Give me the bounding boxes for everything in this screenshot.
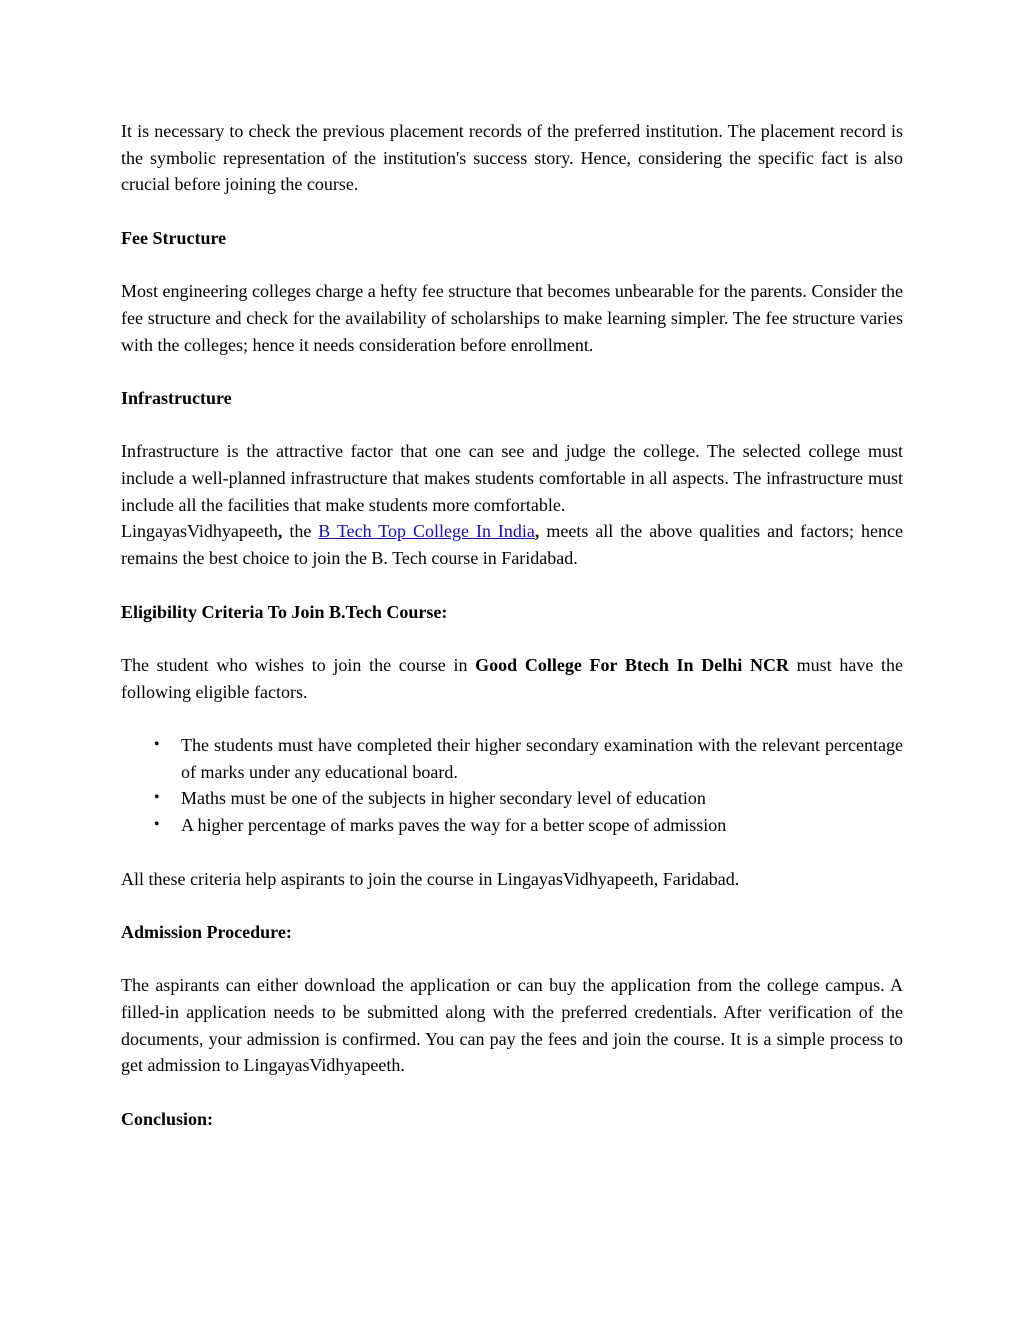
fee-structure-heading: Fee Structure bbox=[121, 227, 227, 248]
spacer bbox=[121, 839, 903, 866]
list-item-text: A higher percentage of marks paves the way for a better scope of admission bbox=[181, 815, 727, 836]
list-item bbox=[154, 812, 903, 839]
eligibility-paragraph bbox=[121, 652, 903, 705]
admission-paragraph: The aspirants can either download the application or can buy the application from the college campus. A filled-in application needs to be submitted along with the preferred credentials. After verification of the documents, your admission is confirmed. You can pay the fees and join the course. It is a simple process to get admission to LingayasVidhyapeeth. bbox=[121, 975, 903, 1076]
eligibility-text-before: The student who wishes to join the course in bbox=[121, 654, 476, 675]
eligibility-text-after: must have the following eligible factors. bbox=[121, 654, 903, 702]
infrastructure-college-paragraph bbox=[121, 518, 903, 571]
spacer bbox=[121, 705, 903, 732]
eligibility-college-bold: Good College For Btech In Delhi NCR bbox=[475, 654, 789, 675]
spacer bbox=[121, 358, 903, 385]
eligibility-heading: Eligibility Criteria To Join B.Tech Course: bbox=[121, 601, 448, 622]
spacer bbox=[121, 625, 903, 652]
infrastructure-paragraph: Infrastructure is the attractive factor that one can see and judge the college. The selected college must include a well-planned infrastructure that makes students comfortable in all aspects. The infrastructure must include all the facilities that make students more comfortable. bbox=[121, 441, 903, 515]
spacer bbox=[121, 1079, 903, 1106]
list-item bbox=[154, 785, 903, 812]
infrastructure-closing-text: meets all the above qualities and factors; hence remains the best choice to join the B. Tech course in Faridabad. bbox=[121, 521, 903, 569]
conclusion-heading: Conclusion: bbox=[121, 1108, 214, 1129]
b-tech-top-college-link[interactable]: B Tech Top College In India bbox=[318, 521, 535, 542]
bullet-icon: • bbox=[154, 789, 160, 807]
fee-structure-paragraph: Most engineering colleges charge a hefty fee structure that becomes unbearable for the parents. Consider the fee structure and check for the availability of scholarships to make learning simpler. The fee structure varies with the colleges; hence it needs consideration before enrollment. bbox=[121, 281, 903, 355]
link-comma: , bbox=[534, 521, 540, 542]
spacer bbox=[121, 252, 903, 279]
spacer bbox=[121, 946, 903, 973]
bullet-icon: • bbox=[154, 816, 160, 834]
infrastructure-heading: Infrastructure bbox=[121, 387, 232, 408]
list-item-text: The students must have completed their higher secondary examination with the relevant percentage of marks under any educational board. bbox=[181, 735, 903, 782]
admission-heading: Admission Procedure: bbox=[121, 921, 292, 942]
college-name-comma: , bbox=[277, 521, 283, 542]
eligibility-bullet-list bbox=[121, 732, 903, 839]
eligibility-summary: All these criteria help aspirants to join the course in LingayasVidhyapeeth, Faridabad. bbox=[121, 868, 740, 889]
spacer bbox=[121, 198, 903, 225]
bullet-icon: • bbox=[154, 736, 160, 754]
document-page bbox=[121, 118, 903, 1133]
list-item-text: Maths must be one of the subjects in higher secondary level of education bbox=[181, 788, 706, 809]
college-name: LingayasVidhyapeeth bbox=[121, 521, 278, 542]
intro-paragraph: It is necessary to check the previous placement records of the preferred institution. The placement record is the symbolic representation of the institution's success story. Hence, considering the specific fact is also crucial before joining the course. bbox=[121, 121, 903, 195]
spacer bbox=[121, 892, 903, 919]
spacer bbox=[121, 572, 903, 599]
list-item bbox=[154, 732, 903, 785]
spacer bbox=[121, 412, 903, 439]
connector-text: the bbox=[282, 521, 319, 542]
